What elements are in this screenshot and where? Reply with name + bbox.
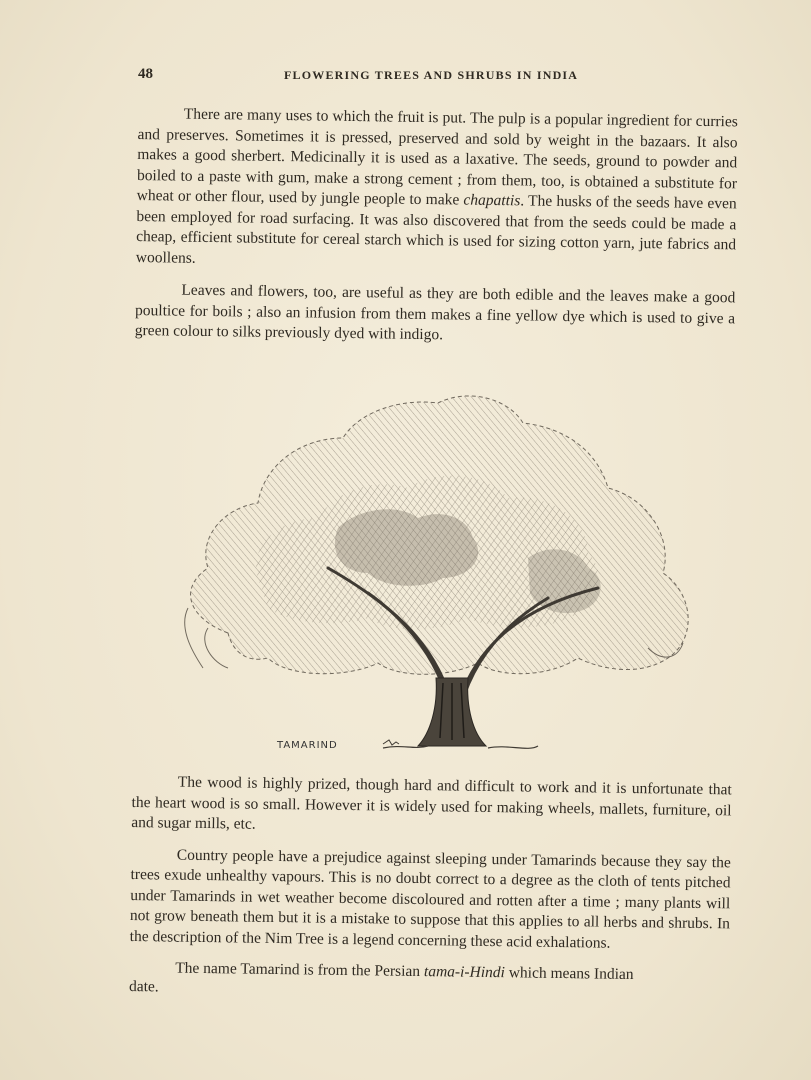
italic-term: tama-i-Hindi <box>423 963 506 982</box>
tamarind-tree-illustration <box>168 378 713 768</box>
paragraph-leaves-flowers <box>135 280 736 350</box>
bottom-text-block <box>129 772 732 1016</box>
page-header <box>138 66 738 88</box>
paragraph-text: which means Indian <box>504 964 634 984</box>
paragraph-fruit-uses <box>136 104 738 276</box>
paragraph-text: Country people have a prejudice against sleeping under Tamarinds because they say the trees exude unhealthy vapours. This is no doubt correct to a degree as the cloth of tents pitched under Tamarinds in wet weather become discoloured and rotten after a time ; many plants will not grow beneath them but it is a mistake to suppose that this applies to all herbs and shrubs. In the description of the Nim Tree is a legend concerning these acid exhalations. <box>129 846 731 952</box>
italic-term: chapattis <box>463 191 521 210</box>
tree-canopy <box>185 396 688 674</box>
paragraph-text: Leaves and flowers, too, are useful as they are both edible and the leaves make a good poultice for boils ; also an infusion from them makes a fine yellow dye which is used to give a green colour to silks previously dyed with indigo. <box>134 281 736 344</box>
running-head: FLOWERING TREES AND SHRUBS IN INDIA <box>284 68 579 82</box>
illustration-caption: TAMARIND <box>277 740 338 751</box>
page-number: 48 <box>138 66 153 82</box>
paragraph-text: date. <box>128 977 159 995</box>
paragraph-text: The name Tamarind is from the Persian <box>175 959 425 981</box>
paragraph-text: The wood is highly prized, though hard and difficult to work and it is unfortunate that the heart wood is so small. However it is widely used for making wheels, mallets, furniture, oil and sugar mills, etc. <box>131 773 732 833</box>
paragraph-wood <box>131 772 732 842</box>
paragraph-text: There are many uses to which the fruit is put. The pulp is a popular ingredient for curries and preserves. Sometimes it is pressed, preserved and sold by weight in the bazaars. It also makes a good sherbert. Medicinally it is used as a laxative. The seeds, ground to powder and boiled to a paste with gum, make a strong cement ; from them, too, is obtained a substitute for wheat or other flour, used by jungle people to make <box>136 105 738 209</box>
paragraph-text: . The husks of the seeds have even been employed for road surfacing. It was also discovered that from the seeds could be made a cheap, efficient substitute for cereal starch which is used for sizing cotton yarn, jute fabrics and woollens. <box>135 192 737 267</box>
artist-signature <box>383 740 399 745</box>
top-text-block <box>135 104 738 362</box>
paragraph-prejudice <box>130 844 731 955</box>
paragraph-name-origin <box>129 958 729 1005</box>
